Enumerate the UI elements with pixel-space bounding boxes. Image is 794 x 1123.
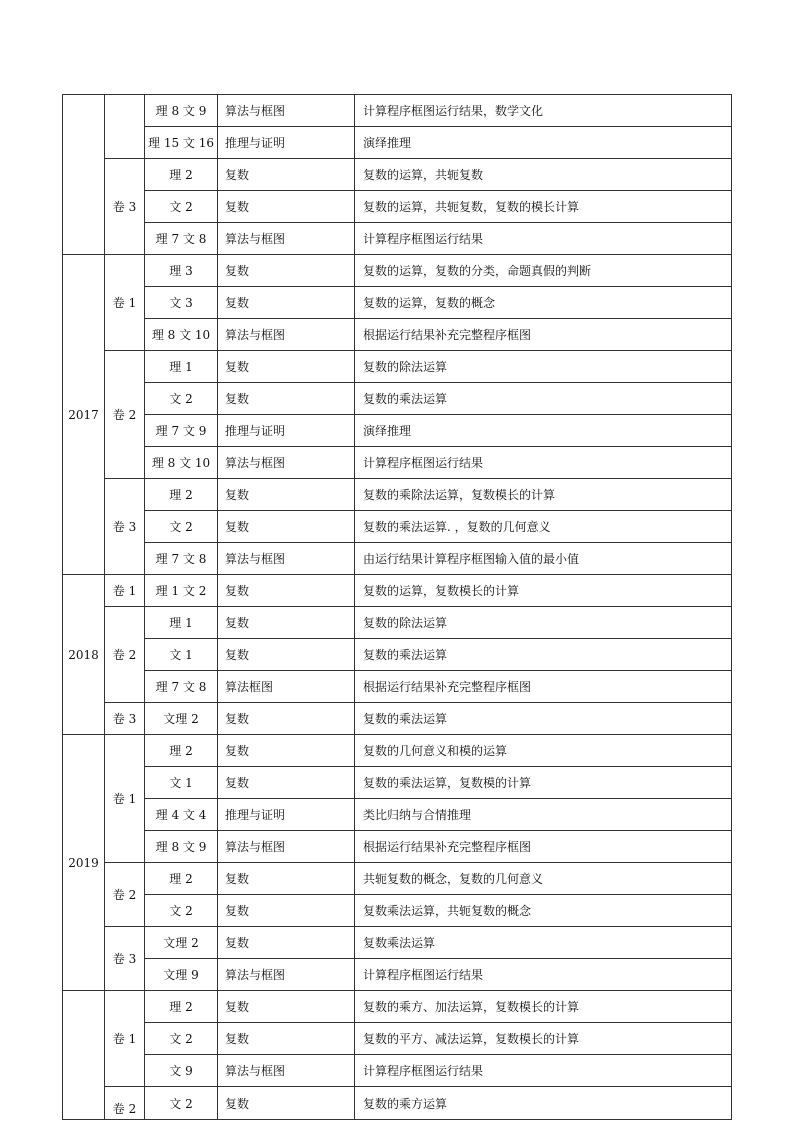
- topic-cell: 复数: [218, 991, 355, 1023]
- table-row: [63, 703, 732, 735]
- question-cell: 理 7 文 9: [145, 415, 218, 447]
- question-cell: 理 7 文 8: [145, 543, 218, 575]
- table-row: [63, 319, 732, 351]
- point-cell: 根据运行结果补充完整程序框图: [355, 831, 732, 863]
- point-cell: 复数的运算，复数的分类，命题真假的判断: [355, 255, 732, 287]
- question-cell: 理 2: [145, 735, 218, 767]
- topic-cell: 复数: [218, 607, 355, 639]
- topic-cell: 复数: [218, 191, 355, 223]
- paper-cell: 卷 1: [105, 575, 145, 607]
- table-row: [63, 95, 732, 127]
- topic-cell: 算法与框图: [218, 543, 355, 575]
- topic-cell: 复数: [218, 351, 355, 383]
- table-row: [63, 223, 732, 255]
- topic-cell: 复数: [218, 479, 355, 511]
- table-row: [63, 255, 732, 287]
- question-cell: 理 2: [145, 479, 218, 511]
- point-cell: 由运行结果计算程序框图输入值的最小值: [355, 543, 732, 575]
- topic-cell: 复数: [218, 255, 355, 287]
- point-cell: 类比归纳与合情推理: [355, 799, 732, 831]
- paper-cell: 卷 2: [105, 607, 145, 703]
- question-cell: 文 2: [145, 383, 218, 415]
- table-row: [63, 831, 732, 863]
- table-row: [63, 287, 732, 319]
- point-cell: 复数的乘法运算，复数模的计算: [355, 767, 732, 799]
- question-cell: 理 8 文 10: [145, 447, 218, 479]
- point-cell: 复数乘法运算: [355, 927, 732, 959]
- topic-cell: 推理与证明: [218, 799, 355, 831]
- point-cell: 复数的几何意义和模的运算: [355, 735, 732, 767]
- point-cell: 计算程序框图运行结果: [355, 447, 732, 479]
- year-cell: [63, 991, 105, 1120]
- question-cell: 文 2: [145, 191, 218, 223]
- table-row: [63, 479, 732, 511]
- question-cell: 文 1: [145, 767, 218, 799]
- topic-cell: 推理与证明: [218, 127, 355, 159]
- topic-cell: 算法与框图: [218, 319, 355, 351]
- year-cell: 2018: [63, 575, 105, 735]
- point-cell: 复数的除法运算: [355, 351, 732, 383]
- topic-cell: 算法与框图: [218, 223, 355, 255]
- point-cell: 复数的乘法运算: [355, 639, 732, 671]
- topic-cell: 复数: [218, 895, 355, 927]
- table-row: [63, 1023, 732, 1055]
- paper-cell: 卷 3: [105, 159, 145, 255]
- question-cell: 文 2: [145, 1087, 218, 1120]
- question-cell: 文 2: [145, 511, 218, 543]
- point-cell: 演绎推理: [355, 127, 732, 159]
- question-cell: 文理 2: [145, 927, 218, 959]
- point-cell: 复数的乘除法运算，复数模长的计算: [355, 479, 732, 511]
- topic-cell: 算法与框图: [218, 447, 355, 479]
- topic-cell: 复数: [218, 1087, 355, 1120]
- paper-cell: 卷 2: [105, 1087, 145, 1120]
- table-row: [63, 191, 732, 223]
- year-cell: [63, 95, 105, 255]
- question-cell: 理 8 文 10: [145, 319, 218, 351]
- table-row: [63, 575, 732, 607]
- topic-cell: 复数: [218, 863, 355, 895]
- question-cell: 理 7 文 8: [145, 671, 218, 703]
- question-cell: 理 4 文 4: [145, 799, 218, 831]
- paper-cell: 卷 1: [105, 991, 145, 1087]
- table-row: [63, 607, 732, 639]
- question-cell: 文理 9: [145, 959, 218, 991]
- topic-cell: 复数: [218, 639, 355, 671]
- table-row: [63, 351, 732, 383]
- question-cell: 文 2: [145, 895, 218, 927]
- point-cell: 复数的平方、减法运算，复数模长的计算: [355, 1023, 732, 1055]
- point-cell: 复数的除法运算: [355, 607, 732, 639]
- topic-cell: 复数: [218, 927, 355, 959]
- table-row: [63, 127, 732, 159]
- table-row: [63, 927, 732, 959]
- point-cell: 复数的乘法运算: [355, 703, 732, 735]
- question-cell: 理 1: [145, 607, 218, 639]
- question-cell: 理 8 文 9: [145, 831, 218, 863]
- topic-cell: 复数: [218, 575, 355, 607]
- question-cell: 理 8 文 9: [145, 95, 218, 127]
- question-cell: 文 9: [145, 1055, 218, 1087]
- point-cell: 根据运行结果补充完整程序框图: [355, 319, 732, 351]
- table-row: [63, 511, 732, 543]
- point-cell: 复数的乘法运算. ，复数的几何意义: [355, 511, 732, 543]
- table-row: [63, 1055, 732, 1087]
- point-cell: 根据运行结果补充完整程序框图: [355, 671, 732, 703]
- question-cell: 文理 2: [145, 703, 218, 735]
- paper-cell: 卷 2: [105, 351, 145, 479]
- table-row: [63, 991, 732, 1023]
- point-cell: 复数的运算，复数的概念: [355, 287, 732, 319]
- year-cell: 2019: [63, 735, 105, 991]
- table-row: [63, 863, 732, 895]
- question-cell: 文 1: [145, 639, 218, 671]
- table-row: [63, 1087, 732, 1120]
- table-row: [63, 543, 732, 575]
- point-cell: 复数乘法运算，共轭复数的概念: [355, 895, 732, 927]
- table-row: [63, 959, 732, 991]
- point-cell: 复数的乘法运算: [355, 383, 732, 415]
- topic-cell: 复数: [218, 767, 355, 799]
- table-row: [63, 799, 732, 831]
- paper-cell: 卷 3: [105, 927, 145, 991]
- topic-cell: 推理与证明: [218, 415, 355, 447]
- table-row: [63, 447, 732, 479]
- table-row: [63, 415, 732, 447]
- point-cell: 计算程序框图运行结果，数学文化: [355, 95, 732, 127]
- paper-cell: 卷 1: [105, 735, 145, 863]
- table-row: [63, 735, 732, 767]
- point-cell: 复数的运算，共轭复数: [355, 159, 732, 191]
- topic-cell: 算法与框图: [218, 831, 355, 863]
- topic-cell: 复数: [218, 735, 355, 767]
- topic-cell: 算法与框图: [218, 1055, 355, 1087]
- point-cell: 计算程序框图运行结果: [355, 223, 732, 255]
- topic-cell: 复数: [218, 1023, 355, 1055]
- point-cell: 复数的乘方、加法运算，复数模长的计算: [355, 991, 732, 1023]
- point-cell: 演绎推理: [355, 415, 732, 447]
- point-cell: 计算程序框图运行结果: [355, 1055, 732, 1087]
- topic-cell: 算法与框图: [218, 95, 355, 127]
- paper-cell: 卷 3: [105, 703, 145, 735]
- question-cell: 理 2: [145, 159, 218, 191]
- question-cell: 理 3: [145, 255, 218, 287]
- paper-cell: 卷 3: [105, 479, 145, 575]
- topic-cell: 算法框图: [218, 671, 355, 703]
- exam-analysis-table: [62, 94, 732, 1120]
- table-row: [63, 383, 732, 415]
- paper-cell: [105, 95, 145, 159]
- table-row: [63, 639, 732, 671]
- question-cell: 文 3: [145, 287, 218, 319]
- question-cell: 理 2: [145, 863, 218, 895]
- point-cell: 复数的乘方运算: [355, 1087, 732, 1120]
- topic-cell: 算法与框图: [218, 959, 355, 991]
- question-cell: 文 2: [145, 1023, 218, 1055]
- topic-cell: 复数: [218, 383, 355, 415]
- point-cell: 复数的运算，复数模长的计算: [355, 575, 732, 607]
- question-cell: 理 2: [145, 991, 218, 1023]
- table-row: [63, 671, 732, 703]
- topic-cell: 复数: [218, 511, 355, 543]
- question-cell: 理 1 文 2: [145, 575, 218, 607]
- year-cell: 2017: [63, 255, 105, 575]
- topic-cell: 复数: [218, 159, 355, 191]
- table-row: [63, 159, 732, 191]
- table-row: [63, 895, 732, 927]
- question-cell: 理 15 文 16: [145, 127, 218, 159]
- topic-cell: 复数: [218, 703, 355, 735]
- point-cell: 复数的运算，共轭复数，复数的模长计算: [355, 191, 732, 223]
- question-cell: 理 1: [145, 351, 218, 383]
- paper-cell: 卷 1: [105, 255, 145, 351]
- point-cell: 共轭复数的概念，复数的几何意义: [355, 863, 732, 895]
- point-cell: 计算程序框图运行结果: [355, 959, 732, 991]
- paper-cell: 卷 2: [105, 863, 145, 927]
- table-row: [63, 767, 732, 799]
- question-cell: 理 7 文 8: [145, 223, 218, 255]
- topic-cell: 复数: [218, 287, 355, 319]
